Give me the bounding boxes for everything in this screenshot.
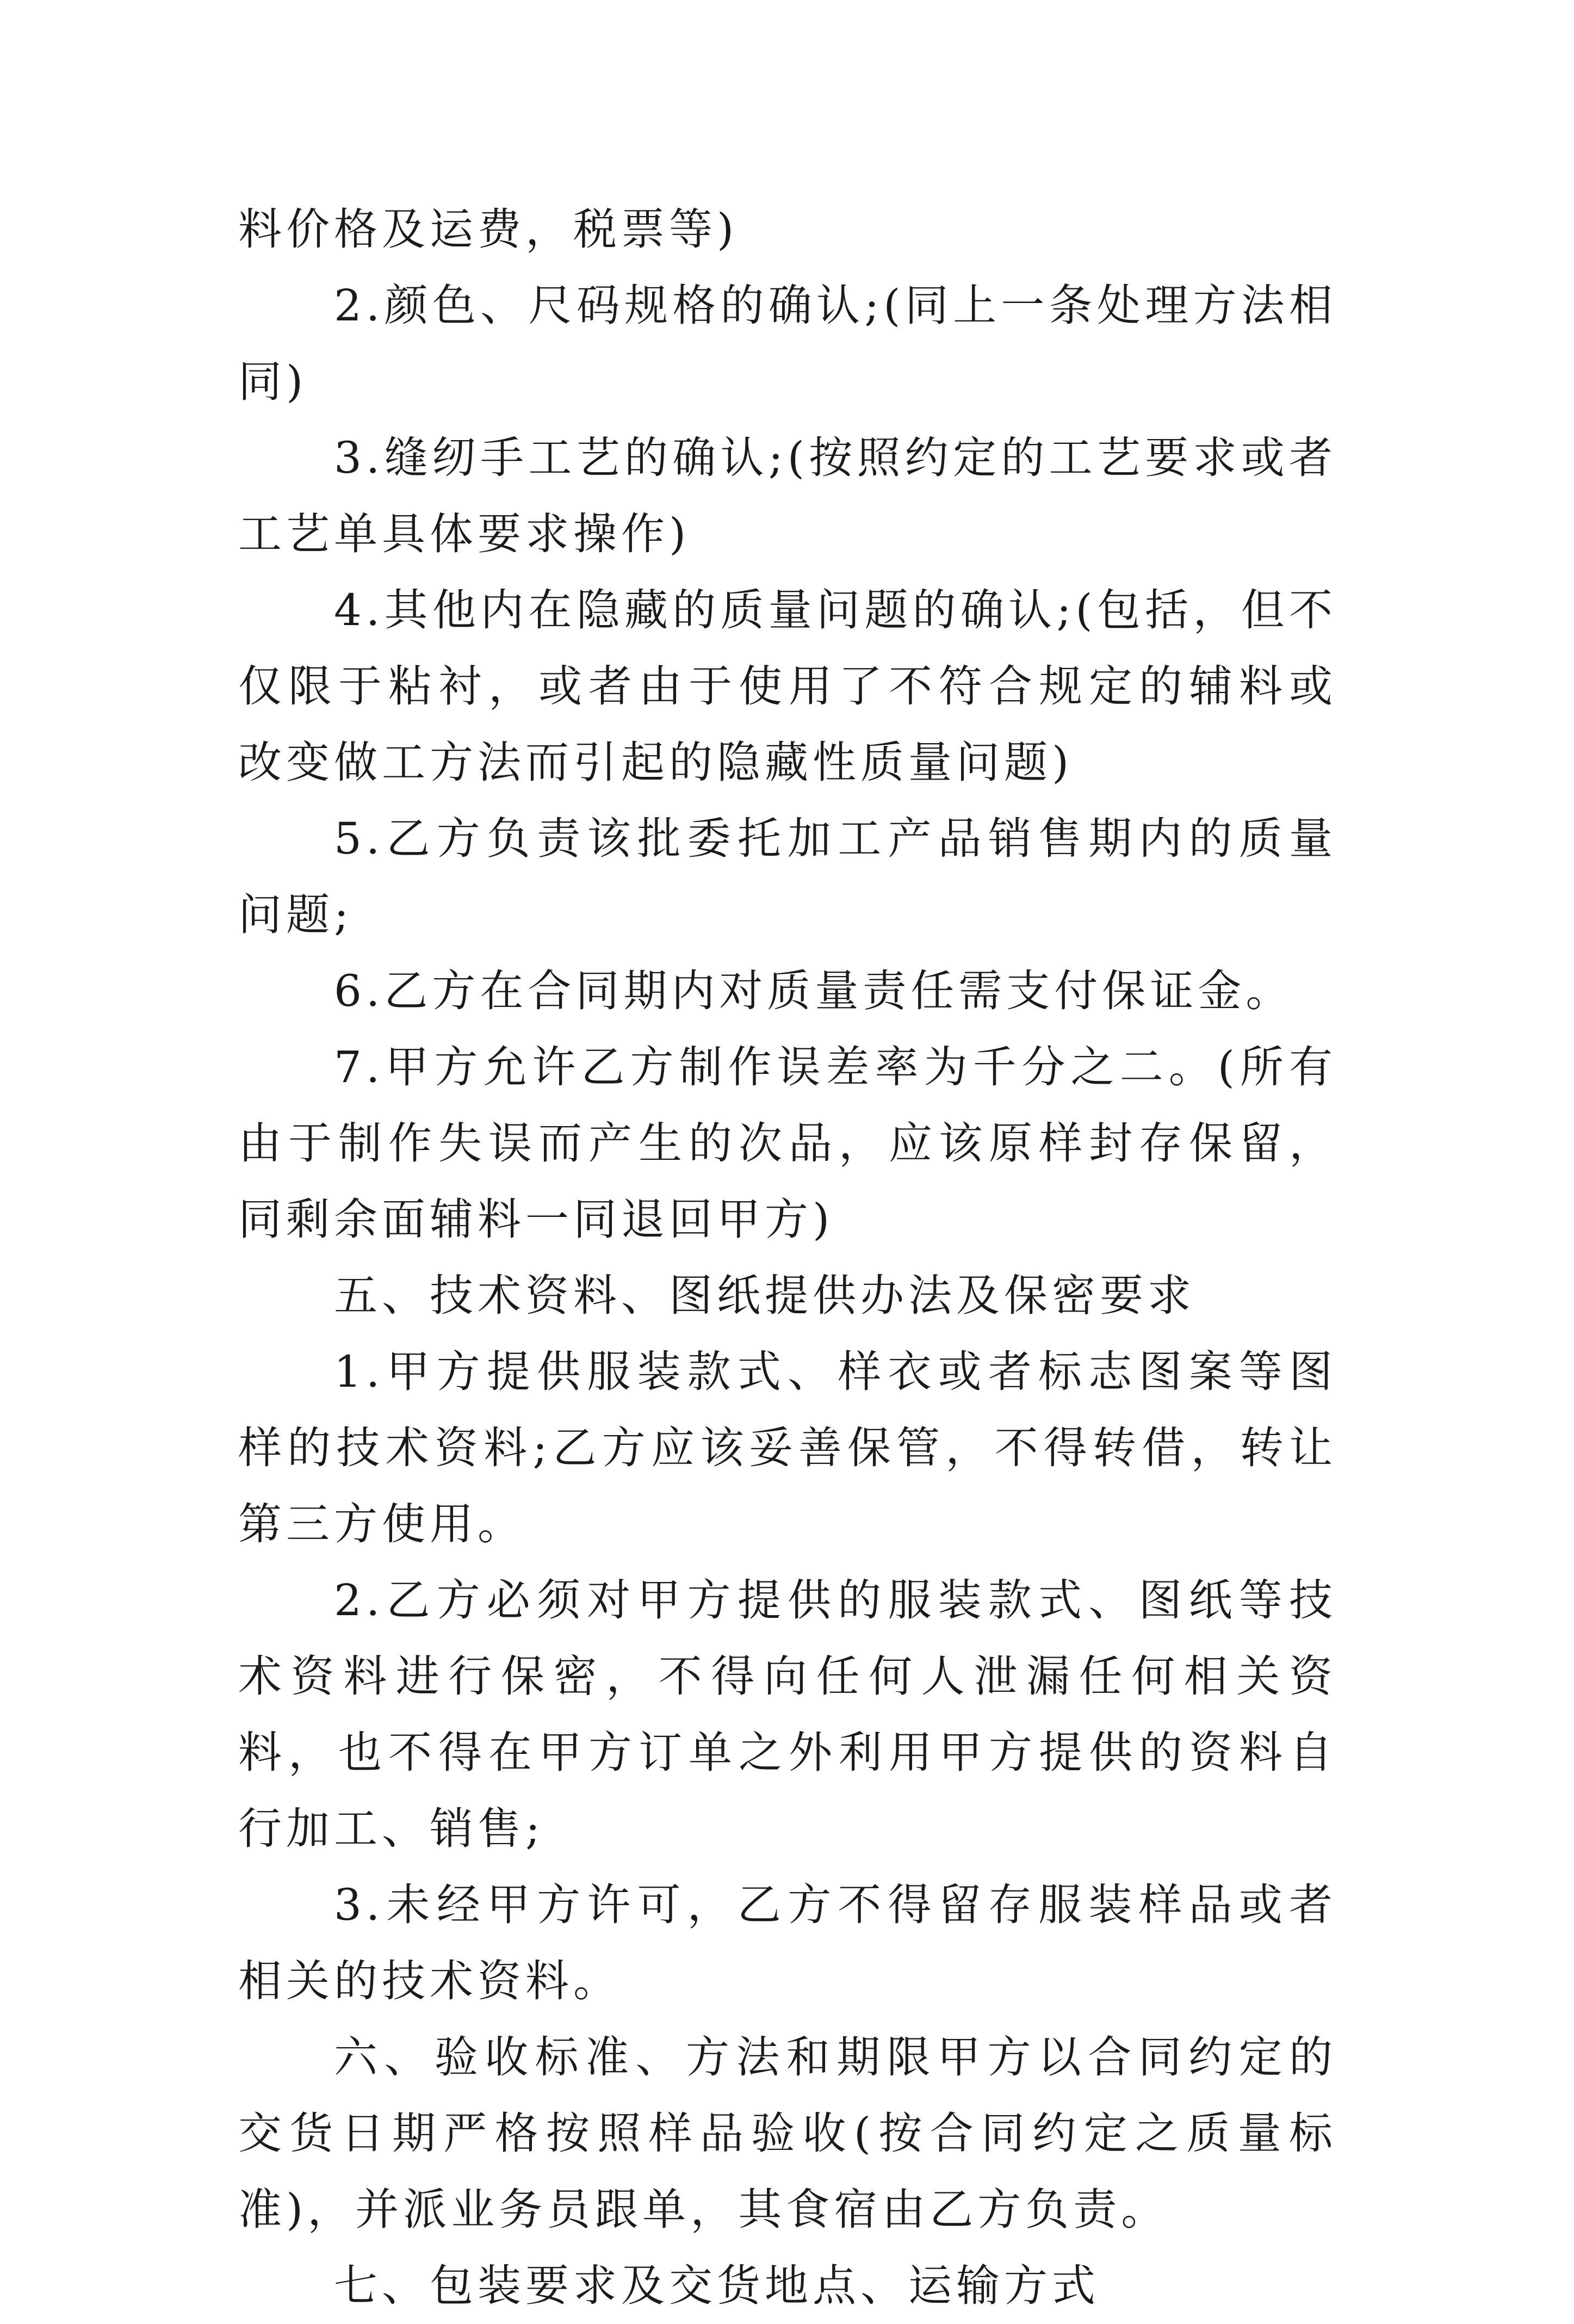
paragraph-section5-item-1: 1.甲方提供服装款式、样衣或者标志图案等图样的技术资料;乙方应该妥善保管，不得转借，转让第三方使用。 <box>238 1346 1337 1549</box>
paragraph-item-2: 2.颜色、尺码规格的确认;(同上一条处理方法相同) <box>238 280 1337 407</box>
section-heading-6: 六、验收标准、方法和期限甲方以合同约定的交货日期严格按照样品验收(按合同约定之质量标准)，并派业务员跟单，其食宿由乙方负责。 <box>238 2032 1337 2235</box>
paragraph-item-4: 4.其他内在隐藏的质量问题的确认;(包括，但不仅限于粘衬，或者由于使用了不符合规定的辅料或改变做工方法而引起的隐藏性质量问题) <box>238 585 1337 788</box>
paragraph-continuation: 料价格及运费，税票等) <box>238 204 739 255</box>
section-heading-7: 七、包装要求及交货地点、运输方式 <box>334 2260 1100 2311</box>
paragraph-item-7: 7.甲方允许乙方制作误差率为千分之二。(所有由于制作失误而产生的次品，应该原样封存保留，同剩余面辅料一同退回甲方) <box>238 1042 1337 1245</box>
paragraph-item-3: 3.缝纫手工艺的确认;(按照约定的工艺要求或者工艺单具体要求操作) <box>238 432 1337 559</box>
section-heading-5: 五、技术资料、图纸提供办法及保密要求 <box>334 1270 1195 1321</box>
paragraph-section5-item-2: 2.乙方必须对甲方提供的服装款式、图纸等技术资料进行保密，不得向任何人泄漏任何相关资料，也不得在甲方订单之外利用甲方提供的资料自行加工、销售; <box>238 1575 1337 1854</box>
paragraph-item-6: 6.乙方在合同期内对质量责任需支付保证金。 <box>334 966 1294 1016</box>
paragraph-section5-item-3: 3.未经甲方许可，乙方不得留存服装样品或者相关的技术资料。 <box>238 1880 1337 2006</box>
paragraph-item-5: 5.乙方负责该批委托加工产品销售期内的质量问题; <box>238 813 1337 940</box>
document-body <box>238 191 1337 2324</box>
